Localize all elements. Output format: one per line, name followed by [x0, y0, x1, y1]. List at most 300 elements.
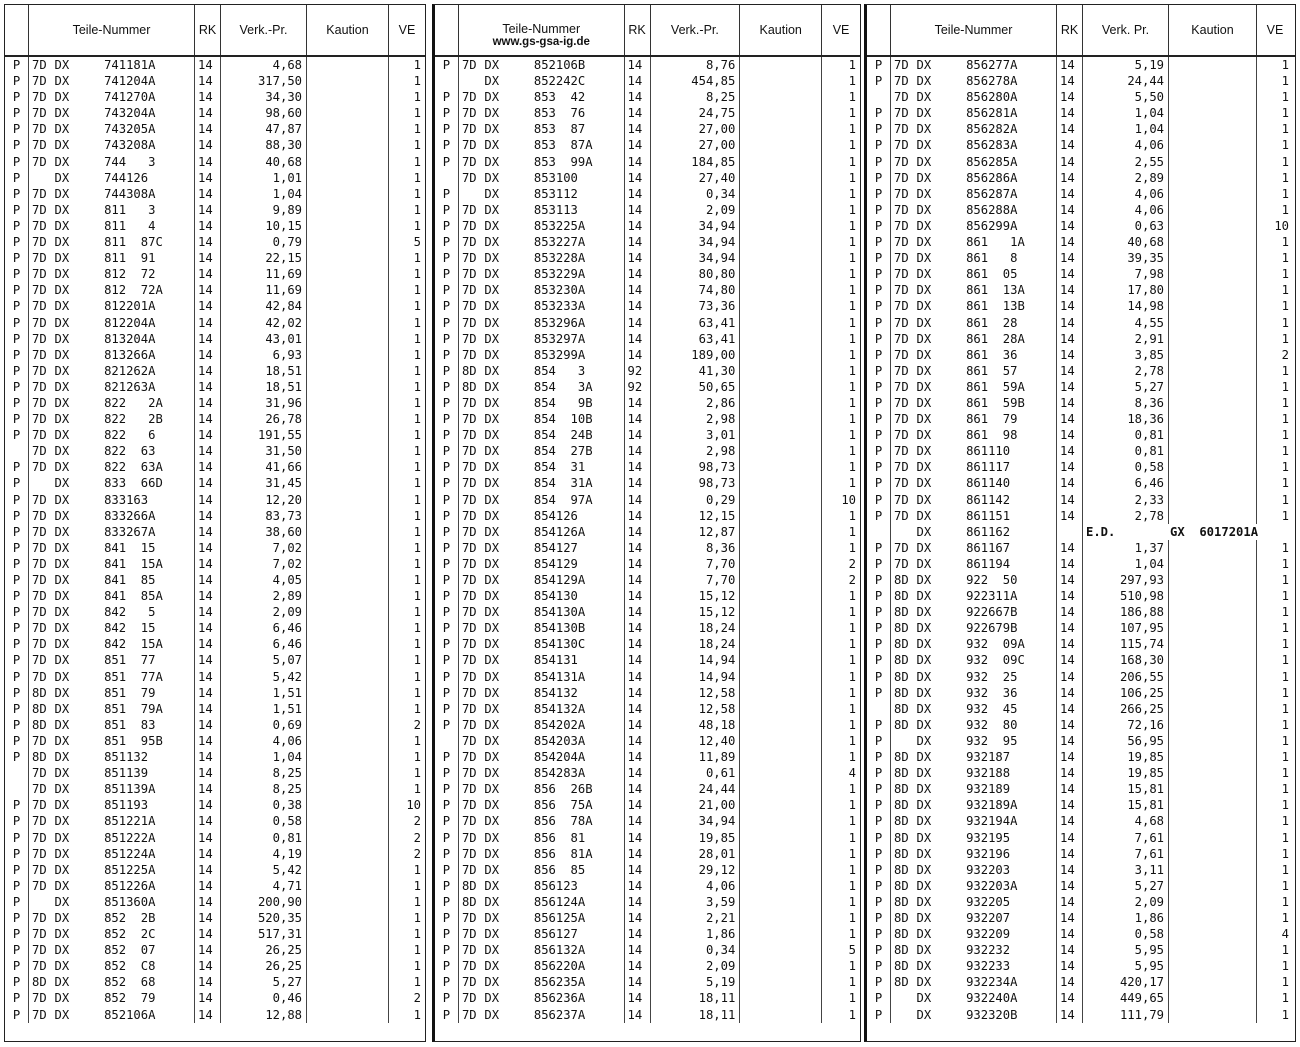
part-number: 853113 — [533, 202, 578, 217]
part-number-cell — [891, 137, 1057, 153]
prefix-p: P — [442, 959, 451, 974]
table-row — [867, 121, 1295, 137]
prefix-cell — [435, 636, 459, 652]
group-code: DX — [54, 927, 70, 942]
model-code: 8D — [894, 798, 909, 813]
group-code: DX — [54, 492, 70, 507]
price-cell: 4,06 — [651, 878, 741, 894]
group-code: DX — [484, 991, 500, 1006]
ve-cell: 1 — [1281, 299, 1289, 314]
part-number: 861 59A — [966, 379, 1025, 394]
group-code: DX — [54, 186, 70, 201]
model-code: 7D — [461, 315, 477, 330]
part-number: 853296A — [533, 315, 586, 330]
deposit-cell — [307, 797, 389, 813]
rk-cell: 14 — [1057, 862, 1083, 878]
price-cell: 4,06 — [221, 733, 307, 749]
group-code: DX — [916, 122, 932, 137]
part-number: 851139 — [104, 766, 149, 781]
deposit-cell — [1169, 395, 1257, 411]
rk-cell: 14 — [195, 57, 221, 73]
part-number: 854 97A — [533, 492, 593, 507]
ve-cell: 1 — [413, 138, 421, 153]
prefix-p: P — [12, 283, 21, 298]
prefix-p: P — [12, 750, 21, 765]
table-row — [435, 572, 860, 588]
rk-cell: 14 — [1057, 636, 1083, 652]
deposit-cell — [740, 910, 822, 926]
part-number-cell — [29, 540, 195, 556]
deposit-cell — [307, 846, 389, 862]
part-number: 833163 — [104, 492, 149, 507]
group-code: DX — [916, 894, 932, 909]
part-number: 853227A — [533, 235, 586, 250]
ve-cell: 1 — [1281, 782, 1289, 797]
deposit-cell — [1169, 57, 1257, 73]
model-code: 7D — [894, 363, 909, 378]
model-code: 8D — [32, 701, 47, 716]
table-row — [867, 154, 1295, 170]
prefix-cell — [5, 298, 29, 314]
table-row — [5, 170, 425, 186]
prefix-cell — [867, 749, 891, 765]
price-cell: 18,24 — [651, 620, 741, 636]
prefix-p: P — [442, 846, 451, 861]
prefix-p: P — [874, 235, 883, 250]
deposit-cell — [1169, 234, 1257, 250]
table-row — [867, 701, 1295, 717]
group-code: DX — [484, 90, 500, 105]
prefix-p: P — [12, 637, 21, 652]
part-number: 854127 — [533, 540, 578, 555]
part-number: 851 95B — [104, 733, 163, 748]
part-number: 922311A — [966, 589, 1018, 604]
part-number: 932 09C — [966, 653, 1025, 668]
ve-cell: 1 — [413, 782, 421, 797]
deposit-cell — [307, 170, 389, 186]
deposit-cell — [307, 942, 389, 958]
part-number-cell — [459, 620, 625, 636]
part-number: 856124A — [533, 894, 586, 909]
price-cell: 449,65 — [1083, 990, 1169, 1006]
prefix-p: P — [12, 975, 21, 990]
prefix-p: P — [874, 621, 883, 636]
deposit-cell — [307, 572, 389, 588]
part-number: 932187 — [966, 750, 1011, 765]
ve-cell: 1 — [413, 412, 421, 427]
part-number: 743208A — [104, 138, 156, 153]
part-number: 852 C8 — [104, 959, 156, 974]
table-row — [867, 974, 1295, 990]
group-code: DX — [484, 186, 500, 201]
header-part-number-label: Teile-Nummer — [502, 22, 581, 36]
rk-cell: 14 — [1057, 298, 1083, 314]
group-code: DX — [916, 170, 932, 185]
table-row — [435, 411, 860, 427]
model-code: 7D — [894, 170, 909, 185]
table-row — [5, 443, 425, 459]
part-number-cell — [29, 411, 195, 427]
model-code: 7D — [32, 589, 47, 604]
model-code: 8D — [894, 959, 909, 974]
table-row — [867, 846, 1295, 862]
part-number: 861 36 — [966, 347, 1018, 362]
group-code: DX — [484, 315, 500, 330]
deposit-cell — [1169, 765, 1257, 781]
rk-cell: 14 — [625, 282, 651, 298]
part-number-cell — [459, 781, 625, 797]
prefix-p: P — [442, 138, 451, 153]
deposit-cell — [740, 685, 822, 701]
model-code: 7D — [32, 943, 47, 958]
prefix-cell — [5, 797, 29, 813]
model-code: 8D — [894, 975, 909, 990]
table-row — [867, 508, 1295, 524]
rk-cell: 92 — [625, 363, 651, 379]
group-code: DX — [484, 621, 500, 636]
group-code: DX — [916, 138, 932, 153]
deposit-cell — [1169, 154, 1257, 170]
ve-cell: 1 — [1281, 90, 1289, 105]
rk-cell: 14 — [195, 459, 221, 475]
price-cell: 3,85 — [1083, 347, 1169, 363]
deposit-cell — [307, 202, 389, 218]
part-number: 851226A — [104, 878, 156, 893]
rk-cell: 14 — [195, 781, 221, 797]
prefix-p: P — [12, 524, 21, 539]
table-row — [435, 234, 860, 250]
model-code: 7D — [894, 444, 909, 459]
group-code: DX — [916, 878, 932, 893]
table-row — [5, 894, 425, 910]
table-row — [435, 443, 860, 459]
rk-cell: 14 — [1057, 170, 1083, 186]
deposit-cell — [740, 57, 822, 73]
rk-cell: 14 — [195, 282, 221, 298]
part-number-cell — [891, 57, 1057, 73]
deposit-cell — [740, 958, 822, 974]
prefix-cell — [867, 459, 891, 475]
table-row — [867, 652, 1295, 668]
ve-cell: 1 — [1281, 251, 1289, 266]
model-code: 7D — [32, 782, 47, 797]
rk-cell: 14 — [195, 894, 221, 910]
part-number: 861 28 — [966, 315, 1018, 330]
rk-cell: 14 — [1057, 73, 1083, 89]
group-code: DX — [916, 395, 932, 410]
ve-cell: 1 — [413, 959, 421, 974]
part-number-cell — [29, 475, 195, 491]
deposit-cell — [1169, 218, 1257, 234]
price-cell: 8,36 — [651, 540, 741, 556]
prefix-p: P — [874, 910, 883, 925]
part-number-cell — [891, 73, 1057, 89]
part-number-cell — [891, 379, 1057, 395]
rk-cell: 14 — [625, 572, 651, 588]
group-code: DX — [916, 991, 932, 1006]
price-cell: 40,68 — [221, 154, 307, 170]
table-row — [5, 604, 425, 620]
table-row — [5, 588, 425, 604]
header-rk: RK — [195, 5, 221, 55]
group-code: DX — [916, 1007, 932, 1022]
rk-cell: 14 — [625, 717, 651, 733]
group-code: DX — [54, 460, 70, 475]
part-number: 841 85A — [104, 589, 163, 604]
part-number-cell — [891, 781, 1057, 797]
rk-cell: 14 — [625, 781, 651, 797]
deposit-cell — [1169, 830, 1257, 846]
table-row — [5, 154, 425, 170]
note-label: E.D. — [1086, 524, 1116, 539]
prefix-p: P — [12, 202, 21, 217]
price-cell: 5,42 — [221, 669, 307, 685]
part-number-cell — [29, 395, 195, 411]
part-number-cell — [891, 524, 1057, 540]
table-row — [5, 942, 425, 958]
prefix-p: P — [442, 347, 451, 362]
part-number-cell — [459, 990, 625, 1006]
group-code: DX — [54, 991, 70, 1006]
prefix-cell — [867, 556, 891, 572]
model-code — [462, 73, 484, 89]
price-cell: 0,58 — [221, 813, 307, 829]
model-code: 7D — [32, 202, 47, 217]
prefix-p: P — [874, 331, 883, 346]
rk-cell: 14 — [195, 427, 221, 443]
ve-cell: 1 — [413, 573, 421, 587]
prefix-cell — [5, 781, 29, 797]
part-number-cell — [891, 990, 1057, 1006]
part-number: 852 68 — [104, 975, 156, 990]
rk-cell: 14 — [1057, 395, 1083, 411]
prefix-cell — [435, 717, 459, 733]
part-number: 856125A — [533, 910, 586, 925]
rk-cell: 14 — [625, 636, 651, 652]
price-cell: 5,95 — [1083, 942, 1169, 958]
part-number-cell — [891, 347, 1057, 363]
prefix-cell — [867, 669, 891, 685]
model-code: 7D — [461, 90, 477, 105]
table-row — [5, 57, 425, 73]
part-number-cell — [891, 958, 1057, 974]
price-cell: 1,86 — [1083, 910, 1169, 926]
part-number-cell — [891, 105, 1057, 121]
deposit-cell — [740, 588, 822, 604]
deposit-cell — [740, 797, 822, 813]
prefix-cell — [435, 669, 459, 685]
price-cell: 29,12 — [651, 862, 741, 878]
ve-cell: 1 — [1281, 943, 1289, 958]
table-row — [435, 395, 860, 411]
ve-cell: 1 — [413, 315, 421, 330]
part-number: 854 31A — [533, 476, 593, 491]
prefix-p: P — [442, 251, 451, 266]
ve-cell: 1 — [848, 508, 857, 523]
prefix-p: P — [442, 878, 451, 893]
model-code: 7D — [461, 717, 477, 732]
group-code: DX — [916, 943, 932, 958]
part-number: 854203A — [533, 733, 586, 748]
ve-cell: 1 — [413, 508, 421, 523]
prefix-p: P — [442, 637, 451, 652]
part-number-cell — [891, 942, 1057, 958]
table-row — [867, 765, 1295, 781]
price-cell: 4,06 — [1083, 137, 1169, 153]
price-cell: 48,18 — [651, 717, 741, 733]
rk-cell: 14 — [625, 669, 651, 685]
group-code: DX — [54, 476, 70, 491]
model-code: 8D — [894, 830, 909, 845]
prefix-cell — [435, 250, 459, 266]
group-code: DX — [484, 235, 500, 250]
price-cell: 31,50 — [221, 443, 307, 459]
part-number: 854132A — [533, 701, 586, 716]
ve-cell: 1 — [1281, 653, 1289, 668]
deposit-cell — [740, 669, 822, 685]
ve-cell: 1 — [848, 910, 857, 925]
table-row — [435, 604, 860, 620]
part-number-cell — [29, 717, 195, 733]
prefix-cell — [435, 813, 459, 829]
part-number: 861117 — [966, 460, 1011, 475]
group-code: DX — [916, 315, 932, 330]
model-code: 7D — [32, 460, 47, 475]
ve-cell: 1 — [413, 363, 421, 378]
table-row — [435, 620, 860, 636]
prefix-p: P — [874, 766, 883, 781]
model-code: 7D — [461, 106, 477, 121]
ve-cell: 1 — [848, 798, 857, 813]
prefix-cell — [5, 974, 29, 990]
part-number-cell — [459, 910, 625, 926]
table-row — [5, 620, 425, 636]
model-code: 7D — [32, 862, 47, 877]
table-row — [867, 475, 1295, 491]
rk-cell: 14 — [195, 540, 221, 556]
part-number-cell — [459, 733, 625, 749]
part-number: 854 3A — [533, 379, 593, 394]
part-number: 861 28A — [966, 331, 1025, 346]
table-row — [5, 652, 425, 668]
prefix-p: P — [874, 846, 883, 861]
ve-cell: 1 — [848, 170, 857, 185]
price-cell: 18,36 — [1083, 411, 1169, 427]
ve-cell: 4 — [1281, 927, 1289, 942]
deposit-cell — [1169, 620, 1257, 636]
prefix-p: P — [874, 750, 883, 765]
part-number: 851 77 — [104, 653, 156, 668]
rk-cell: 14 — [195, 572, 221, 588]
group-code: DX — [916, 347, 932, 362]
price-cell: 5,07 — [221, 652, 307, 668]
deposit-cell — [740, 894, 822, 910]
rk-cell: 14 — [625, 620, 651, 636]
table-row — [5, 749, 425, 765]
prefix-p: P — [12, 138, 21, 153]
model-code: 8D — [894, 750, 909, 765]
prefix-cell — [867, 781, 891, 797]
part-number-cell — [891, 894, 1057, 910]
prefix-cell — [867, 701, 891, 717]
price-cell: 12,15 — [651, 508, 741, 524]
prefix-p: P — [12, 862, 21, 877]
part-number-cell — [459, 475, 625, 491]
part-number: 932188 — [966, 766, 1011, 781]
rk-cell: 92 — [625, 379, 651, 395]
deposit-cell — [307, 315, 389, 331]
group-code: DX — [484, 283, 500, 298]
prefix-p: P — [12, 154, 21, 169]
rk-cell: 14 — [625, 942, 651, 958]
group-code: DX — [916, 910, 932, 925]
deposit-cell — [1169, 846, 1257, 862]
price-cell: 1,04 — [221, 186, 307, 202]
deposit-cell — [307, 347, 389, 363]
group-code: DX — [484, 975, 500, 990]
part-number-cell — [29, 942, 195, 958]
table-row — [867, 282, 1295, 298]
group-code: DX — [54, 283, 70, 298]
deposit-cell — [307, 508, 389, 524]
table-row — [435, 492, 860, 508]
rk-cell: 14 — [625, 89, 651, 105]
ve-cell: 1 — [848, 862, 857, 877]
prefix-p: P — [12, 379, 21, 394]
group-code: DX — [484, 299, 500, 314]
group-code: DX — [916, 605, 932, 620]
part-number: 861110 — [966, 444, 1011, 459]
header-deposit: Kaution — [307, 5, 389, 55]
table-row — [867, 685, 1295, 701]
ve-cell: 1 — [413, 943, 421, 958]
group-code: DX — [916, 589, 932, 604]
group-code: DX — [916, 830, 932, 845]
group-code: DX — [54, 251, 70, 266]
table-row — [5, 878, 425, 894]
deposit-cell — [740, 202, 822, 218]
deposit-cell — [307, 73, 389, 89]
prefix-cell — [435, 878, 459, 894]
model-code — [894, 1007, 916, 1023]
ve-cell: 1 — [848, 428, 857, 443]
ve-cell: 1 — [1281, 363, 1289, 378]
group-code: DX — [916, 508, 932, 523]
table-row — [5, 475, 425, 491]
part-number: 856127 — [533, 927, 578, 942]
prefix-p: P — [442, 90, 451, 105]
prefix-p: P — [12, 927, 21, 942]
ve-cell: 1 — [413, 556, 421, 571]
prefix-cell — [867, 121, 891, 137]
price-cell: 34,94 — [651, 234, 741, 250]
model-code: 7D — [32, 798, 47, 813]
part-number-cell — [459, 298, 625, 314]
model-code: 7D — [32, 251, 47, 266]
prefix-p: P — [442, 218, 451, 233]
prefix-p: P — [874, 814, 883, 829]
group-code: DX — [484, 460, 500, 475]
deposit-cell — [740, 636, 822, 652]
deposit-cell — [740, 73, 822, 89]
prefix-p: P — [874, 717, 883, 732]
prefix-p: P — [12, 589, 21, 604]
model-code: 7D — [894, 186, 909, 201]
deposit-cell — [307, 878, 389, 894]
ve-cell: 1 — [848, 878, 857, 893]
model-code: 7D — [894, 235, 909, 250]
price-cell: 107,95 — [1083, 620, 1169, 636]
